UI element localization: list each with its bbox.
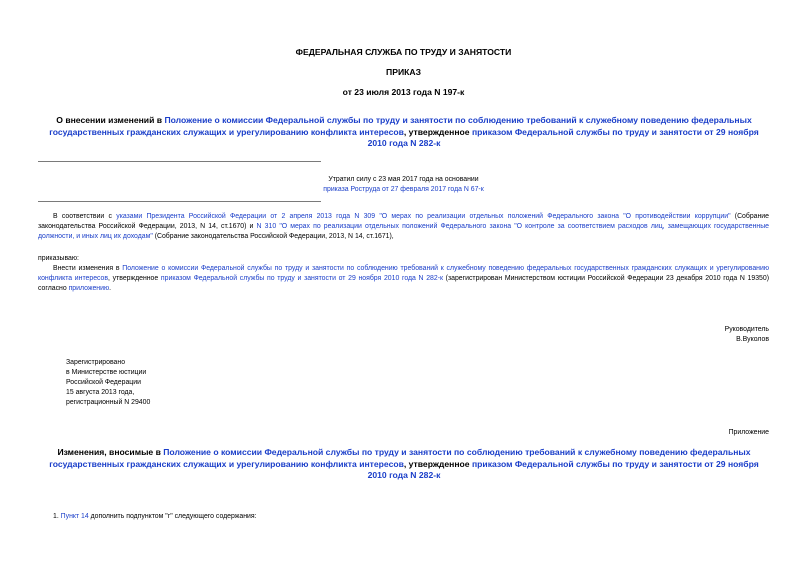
title-prefix: О внесении изменений в [56,115,165,125]
body-paragraph [38,264,769,294]
title-middle: , утвержденное [403,126,472,137]
order-word: приказываю: [38,255,79,262]
item-1-link-clause-14[interactable]: Пункт 14 [60,513,89,520]
signature-name: В.Вуколов [736,336,769,343]
signature-position: Руководитель [724,326,769,333]
item-1-number: 1. [53,513,61,520]
appendix-label: Приложение [728,429,769,436]
preamble-link-decree-309[interactable]: указами Президента Российской Федерации от 2 апреля 2013 года N 309 "О мерах по реализации отдельных положений Федерального закона "О противодействии коррупции" [116,213,731,220]
registration-line: Зарегистрировано [66,359,126,366]
registration-line: в Министерстве юстиции [66,369,147,376]
appendix-title-middle: , утвержденное [403,458,472,469]
body-link-regulation[interactable]: Положение о комиссии Федеральной службы по труду и занятости по соблюдению требований к служебному поведению федеральных государственных гражданских служащих и урегулированию конфликта интересов [38,265,769,282]
title-link-order[interactable]: приказом Федеральной службы по труду и занятости от 29 ноября 2010 года N 282-к [367,126,759,148]
date-number-heading: от 23 июля 2013 года N 197-к [342,87,465,97]
appendix-title-link-order[interactable]: приказом Федеральной службы по труду и занятости от 29 ноября 2010 года N 282-к [367,458,759,480]
body-link-order[interactable]: приказом Федеральной службы по труду и занятости от 29 ноября 2010 года N 282-к [160,275,443,282]
registration-line: Российской Федерации [66,379,141,386]
registration-line: регистрационный N 29400 [66,399,151,406]
status-line-1: Утратил силу с 23 мая 2017 года на основании [328,176,479,183]
preamble-text-3: (Собрание законодательства Российской Федерации, 2013, N 14, ст.1671), [152,233,394,240]
preamble-text-1: В соответствии с [53,213,117,220]
body-text-3: (зарегистрирован Министерством юстиции Российской Федерации 23 декабря 2010 года N 19350) согласно [38,275,769,292]
registration-block [66,358,150,408]
divider-bottom [38,201,321,202]
appendix-title-link-regulation[interactable]: Положение о комиссии Федеральной службы по труду и занятости по соблюдению требований к служебному поведению федеральных государственных гражданских служащих и урегулированию конфликта интересов [49,447,751,469]
status-link[interactable]: приказа Роструда от 27 февраля 2017 года N 67-к [323,186,484,193]
body-text-1: Внести изменения в [53,265,123,272]
item-1 [53,512,257,522]
registration-line: 15 августа 2013 года, [66,389,135,396]
agency-heading: ФЕДЕРАЛЬНАЯ СЛУЖБА ПО ТРУДУ И ЗАНЯТОСТИ [295,47,512,57]
preamble-text-2: (Собрание законодательства Российской Федерации, 2013, N 14, ст.1670) и [38,213,769,230]
document-title [44,115,764,150]
body-link-appendix[interactable]: приложению [68,285,110,292]
appendix-title [44,447,764,482]
body-text-4: . [109,285,112,292]
item-1-text: дополнить подпунктом "г" следующего содержания: [88,513,257,520]
preamble-link-decree-310[interactable]: N 310 "О мерах по реализации отдельных положений Федерального закона "О контроле за соответствием расходов лиц, замещающих государственные должности, и иных лиц их доходам" [38,223,769,240]
preamble-paragraph [38,212,769,242]
divider-top [38,161,321,162]
doc-type-heading: ПРИКАЗ [386,67,421,77]
title-link-regulation[interactable]: Положение о комиссии Федеральной службы по труду и занятости по соблюдению требований к служебному поведению федеральных государственных гражданских служащих и урегулированию конфликта интересов [49,115,752,137]
body-text-2: , утвержденное [108,275,161,282]
appendix-title-prefix: Изменения, вносимые в [57,447,164,457]
